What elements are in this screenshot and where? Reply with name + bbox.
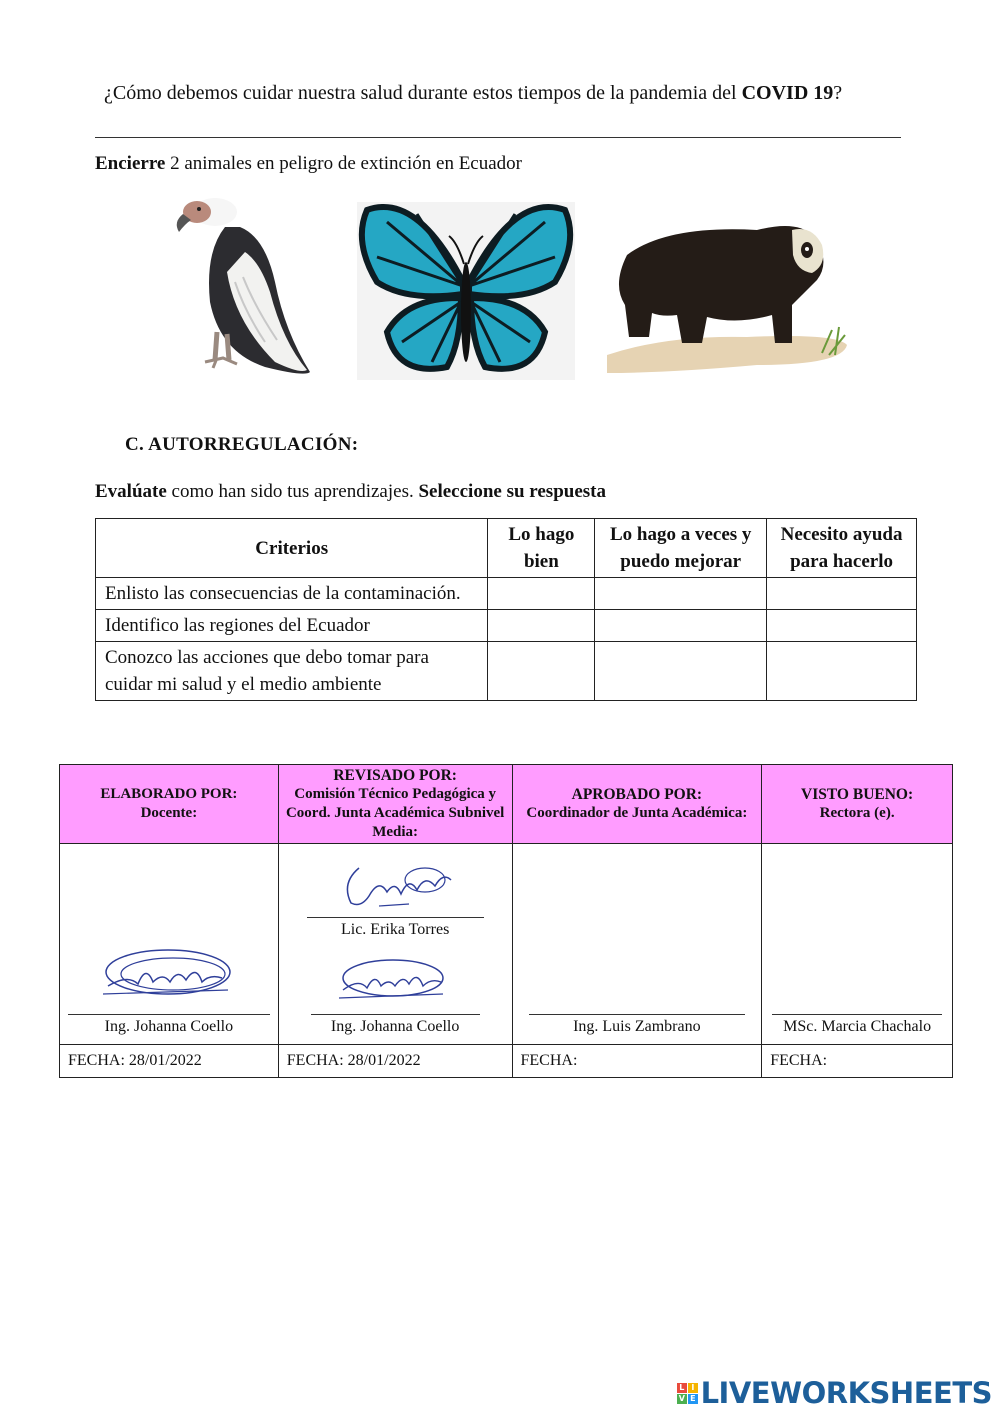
criterion-text: Conozco las acciones que debo tomar para cuidar mi salud y el medio ambiente	[96, 642, 488, 701]
option-header-bien: Lo hago bien	[488, 519, 595, 578]
criterion-text: Enlisto las consecuencias de la contaminación.	[96, 578, 488, 610]
signature-johanna-coello	[335, 956, 450, 1006]
signature-cell	[60, 844, 279, 1045]
spectacled-bear-image[interactable]	[607, 205, 852, 375]
encierre-instruction: Encierre 2 animales en peligro de extinción en Ecuador	[95, 153, 522, 174]
table-row	[96, 610, 917, 642]
liveworksheets-logo[interactable]	[677, 1376, 992, 1410]
signature-row	[60, 844, 953, 1045]
criterion-text: Identifico las regiones del Ecuador	[96, 610, 488, 642]
evaluate-instruction: Evalúate como han sido tus aprendizajes. Seleccione su respuesta	[95, 481, 606, 502]
signature-line	[772, 1014, 942, 1015]
signature-line	[68, 1014, 270, 1015]
approval-table	[59, 764, 953, 1078]
covid-question: ¿Cómo debemos cuidar nuestra salud durante estos tiempos de la pandemia del COVID 19?	[104, 82, 843, 104]
answer-cell-bien[interactable]	[488, 578, 595, 610]
criteria-header: Criterios	[96, 519, 488, 578]
elaborado-header: ELABORADO POR: Docente:	[60, 765, 279, 844]
signature-erika-torres	[339, 858, 459, 916]
visto-bueno-header: VISTO BUENO: Rectora (e).	[762, 765, 953, 844]
answer-cell-a-veces[interactable]	[595, 578, 767, 610]
fecha-cell: FECHA: 28/01/2022	[278, 1045, 512, 1078]
signer-name: Ing. Luis Zambrano	[573, 1018, 701, 1035]
approval-header-row	[60, 765, 953, 844]
logo-text: LIVEWORKSHEETS	[700, 1376, 992, 1410]
criteria-table	[95, 518, 917, 701]
fecha-cell: FECHA: 28/01/2022	[60, 1045, 279, 1078]
signature-cell	[762, 844, 953, 1045]
table-row	[96, 578, 917, 610]
table-row	[96, 642, 917, 701]
signer-name-extra: Lic. Erika Torres	[340, 921, 450, 938]
butterfly-image[interactable]	[357, 202, 575, 380]
signature-line	[529, 1014, 746, 1015]
signature-johanna-coello	[98, 944, 238, 1006]
answer-cell-ayuda[interactable]	[767, 578, 917, 610]
fecha-cell: FECHA:	[512, 1045, 762, 1078]
answer-cell-ayuda[interactable]	[767, 642, 917, 701]
answer-cell-bien[interactable]	[488, 642, 595, 701]
liveworksheets-mark-icon: L I V E	[677, 1383, 698, 1404]
condor-image[interactable]	[165, 192, 315, 382]
signature-line	[307, 917, 484, 918]
revisado-header: REVISADO POR: Comisión Técnico Pedagógica y Coord. Junta Académica Subnivel Media:	[278, 765, 512, 844]
signature-cell	[512, 844, 762, 1045]
answer-line[interactable]	[95, 137, 901, 138]
signer-name: Ing. Johanna Coello	[330, 1018, 460, 1035]
fecha-cell: FECHA:	[762, 1045, 953, 1078]
signer-name: MSc. Marcia Chachalo	[783, 1018, 932, 1035]
answer-cell-ayuda[interactable]	[767, 610, 917, 642]
aprobado-header: APROBADO POR: Coordinador de Junta Académica:	[512, 765, 762, 844]
signature-line	[311, 1014, 480, 1015]
answer-cell-a-veces[interactable]	[595, 642, 767, 701]
answer-cell-bien[interactable]	[488, 610, 595, 642]
fecha-row	[60, 1045, 953, 1078]
option-header-ayuda: Necesito ayuda para hacerlo	[767, 519, 917, 578]
signer-name: Ing. Johanna Coello	[104, 1018, 234, 1035]
criteria-header-row	[96, 519, 917, 578]
answer-cell-a-veces[interactable]	[595, 610, 767, 642]
option-header-a-veces: Lo hago a veces y puedo mejorar	[595, 519, 767, 578]
signature-cell	[278, 844, 512, 1045]
section-c-heading: C. AUTORREGULACIÓN:	[125, 434, 359, 455]
